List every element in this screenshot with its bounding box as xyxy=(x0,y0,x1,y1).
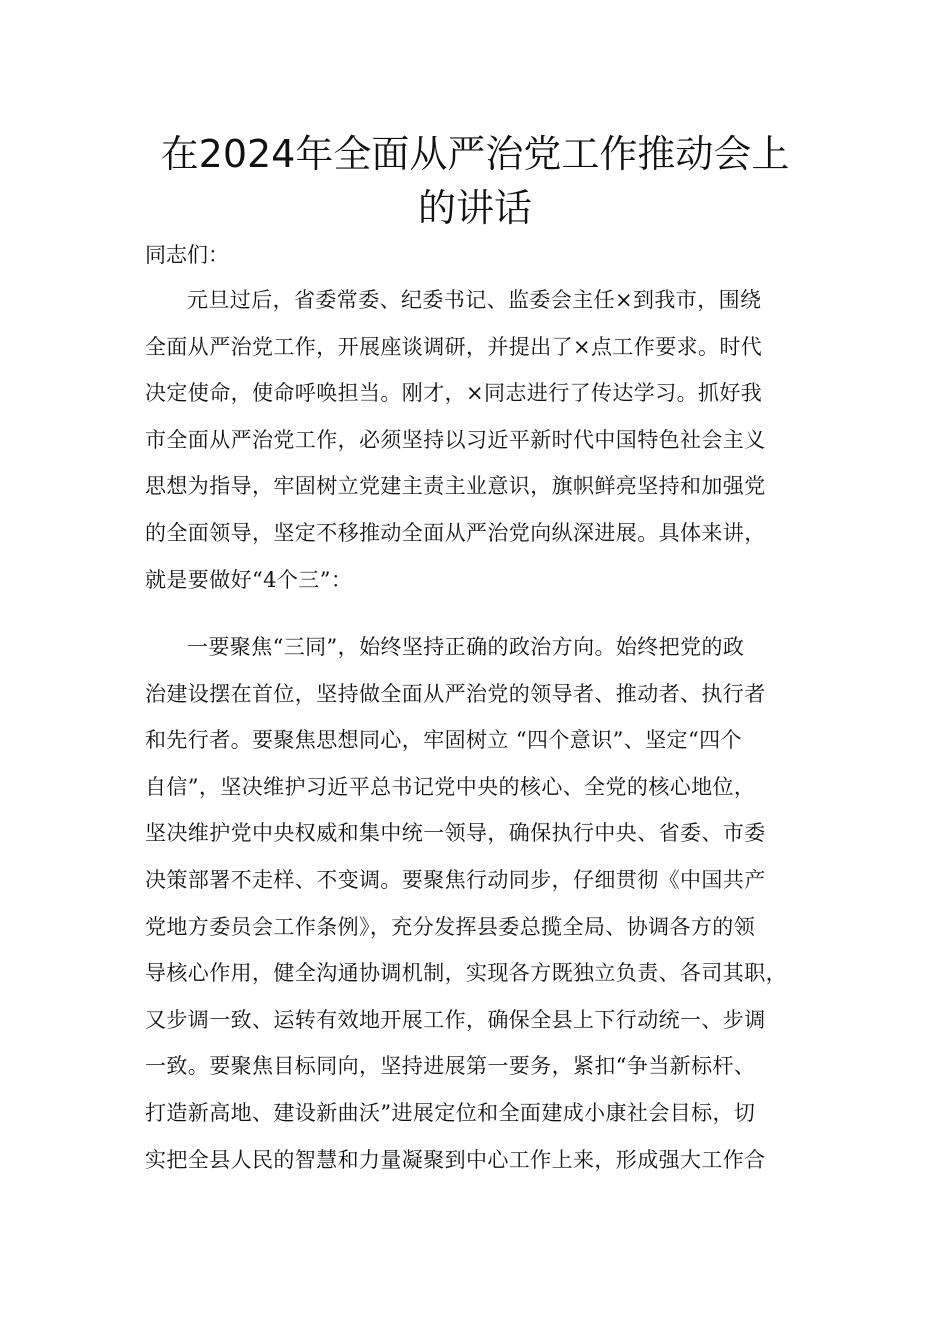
paragraph-line: 全面从严治党工作，开展座谈调研，并提出了×点工作要求。时代 xyxy=(145,334,763,359)
paragraph-line: 治建设摆在首位，坚持做全面从严治党的领导者、推动者、执行者 xyxy=(145,681,766,706)
paragraph-line: 和先行者。要聚焦思想同心，牢固树立 “四个意识”、坚定“四个 xyxy=(145,728,742,753)
paragraph-line: 坚决维护党中央权威和集中统一领导，确保执行中央、省委、市委 xyxy=(145,821,766,846)
paragraph-line: 市全面从严治党工作，必须坚持以习近平新时代中国特色社会主义 xyxy=(145,427,766,452)
paragraph-line: 决策部署不走样、不变调。要聚焦行动同步，仔细贯彻《中国共产 xyxy=(145,867,766,892)
paragraph-line: 决定使命，使命呼唤担当。刚才，×同志进行了传达学习。抓好我 xyxy=(145,381,763,406)
paragraph-line: 打造新高地、建设新曲沃”进展定位和全面建成小康社会目标，切 xyxy=(145,1100,756,1125)
paragraph-line: 实把全县人民的智慧和力量凝聚到中心工作上来，形成强大工作合 xyxy=(145,1147,766,1172)
paragraph-line: 元旦过后，省委常委、纪委书记、监委会主任×到我市，围绕 xyxy=(187,288,762,312)
paragraph-line: 党地方委员会工作条例》，充分发挥县委总揽全局、协调各方的领 xyxy=(145,914,756,939)
paragraph-line: 导核心作用，健全沟通协调机制，实现各方既独立负责、各司其职， xyxy=(145,961,787,986)
salutation: 同志们： xyxy=(145,243,229,267)
paragraph-line: 又步调一致、运转有效地开展工作，确保全县上下行动统一、步调 xyxy=(145,1007,766,1032)
paragraph-line: 一致。要聚焦目标同向，坚持进展第一要务，紧扣“争当新标杆、 xyxy=(145,1054,756,1079)
paragraph-line: 自信”，坚决维护习近平总书记党中央的核心、全党的核心地位， xyxy=(145,774,756,799)
document-title-line-2: 的讲话 xyxy=(417,186,532,230)
document-title-line-1: 在2024年全面从严治党工作推动会上 xyxy=(160,132,790,176)
paragraph-line: 一要聚焦“三同”，始终坚持正确的政治方向。始终把党的政 xyxy=(187,635,745,659)
paragraph-1 xyxy=(145,277,825,603)
paragraph-line: 就是要做好“4个三”： xyxy=(145,567,353,592)
paragraph-2 xyxy=(145,624,825,1183)
paragraph-line: 思想为指导，牢固树立党建主责主业意识，旗帜鲜亮坚持和加强党 xyxy=(145,474,766,499)
paragraph-line: 的全面领导，坚定不移推动全面从严治党向纵深进展。具体来讲， xyxy=(145,520,766,545)
